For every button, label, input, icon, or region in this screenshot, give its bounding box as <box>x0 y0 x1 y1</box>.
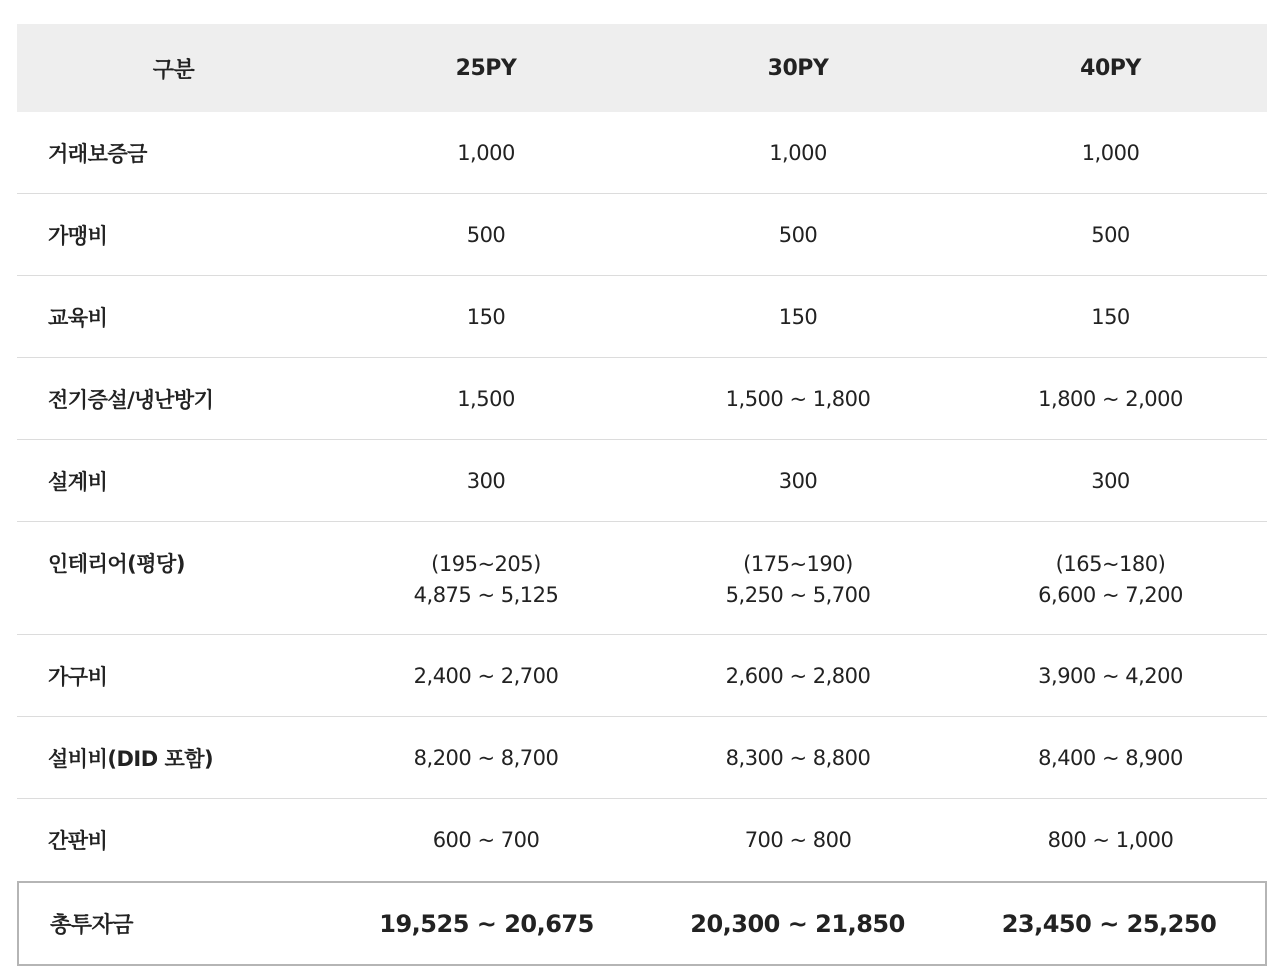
cost-table <box>17 24 1267 966</box>
table-row <box>17 112 1267 194</box>
row-label: 설비비(DID 포함) <box>48 746 214 771</box>
cell-40py: 800 ~ 1,000 <box>1047 828 1174 852</box>
row-label: 인테리어(평당) <box>48 552 185 576</box>
cell-25py: 300 <box>466 468 506 493</box>
row-label: 간판비 <box>48 829 108 853</box>
table-row <box>17 276 1267 358</box>
table-row <box>17 799 1267 881</box>
cell-40py: 300 <box>1091 468 1130 493</box>
total-row <box>17 881 1267 966</box>
cell-30py <box>642 522 954 611</box>
row-label: 가맹비 <box>48 223 108 248</box>
cell-30py: 300 <box>778 468 818 493</box>
cell-25py: 8,200 ~ 8,700 <box>413 745 559 770</box>
cell-value: 5,250 ~ 5,700 <box>725 583 871 607</box>
cell-value: 4,875 ~ 5,125 <box>413 583 559 607</box>
cell-30py: 700 ~ 800 <box>744 828 852 852</box>
cell-25py: 150 <box>466 304 506 329</box>
total-30py: 20,300 ~ 21,850 <box>690 909 905 938</box>
total-label: 총투자금 <box>50 913 134 938</box>
cell-range: (165~180) <box>1055 552 1166 576</box>
cell-value: 6,600 ~ 7,200 <box>1038 583 1183 607</box>
table-row <box>17 717 1267 799</box>
cell-25py <box>330 522 642 611</box>
row-label: 가구비 <box>48 664 108 689</box>
table-row <box>17 194 1267 276</box>
total-40py: 23,450 ~ 25,250 <box>1001 909 1217 938</box>
table-row <box>17 440 1267 522</box>
row-label: 설계비 <box>48 469 108 494</box>
cell-30py: 2,600 ~ 2,800 <box>725 663 871 688</box>
cell-25py: 600 ~ 700 <box>432 828 540 852</box>
cell-40py: 3,900 ~ 4,200 <box>1038 663 1183 688</box>
table-header <box>17 24 1267 112</box>
table-row <box>17 358 1267 440</box>
cell-range: (195~205) <box>431 552 541 576</box>
cell-30py: 1,000 <box>769 140 827 165</box>
cell-30py: 150 <box>778 304 818 329</box>
header-25py: 25PY <box>455 55 517 81</box>
row-label: 거래보증금 <box>48 141 147 166</box>
cell-30py: 500 <box>778 222 818 247</box>
cell-range: (175~190) <box>743 552 853 576</box>
cell-40py: 8,400 ~ 8,900 <box>1038 745 1183 770</box>
cell-40py: 1,800 ~ 2,000 <box>1038 386 1183 411</box>
header-30py: 30PY <box>767 55 829 81</box>
cell-30py: 8,300 ~ 8,800 <box>725 745 871 770</box>
cell-25py: 1,000 <box>457 140 515 165</box>
row-label: 전기증설/냉난방기 <box>48 387 214 412</box>
cell-40py: 150 <box>1091 304 1130 329</box>
cell-25py: 1,500 <box>457 386 515 411</box>
table-row <box>17 635 1267 717</box>
cell-25py: 500 <box>466 222 506 247</box>
total-25py: 19,525 ~ 20,675 <box>379 909 594 938</box>
header-40py: 40PY <box>1080 55 1141 81</box>
header-category: 구분 <box>152 57 195 83</box>
cell-40py: 500 <box>1091 222 1130 247</box>
table-row <box>17 522 1267 635</box>
row-label: 교육비 <box>48 305 108 330</box>
cell-30py: 1,500 ~ 1,800 <box>725 386 871 411</box>
cell-25py: 2,400 ~ 2,700 <box>413 663 559 688</box>
cell-40py: 1,000 <box>1081 140 1140 165</box>
cell-40py <box>954 522 1267 611</box>
